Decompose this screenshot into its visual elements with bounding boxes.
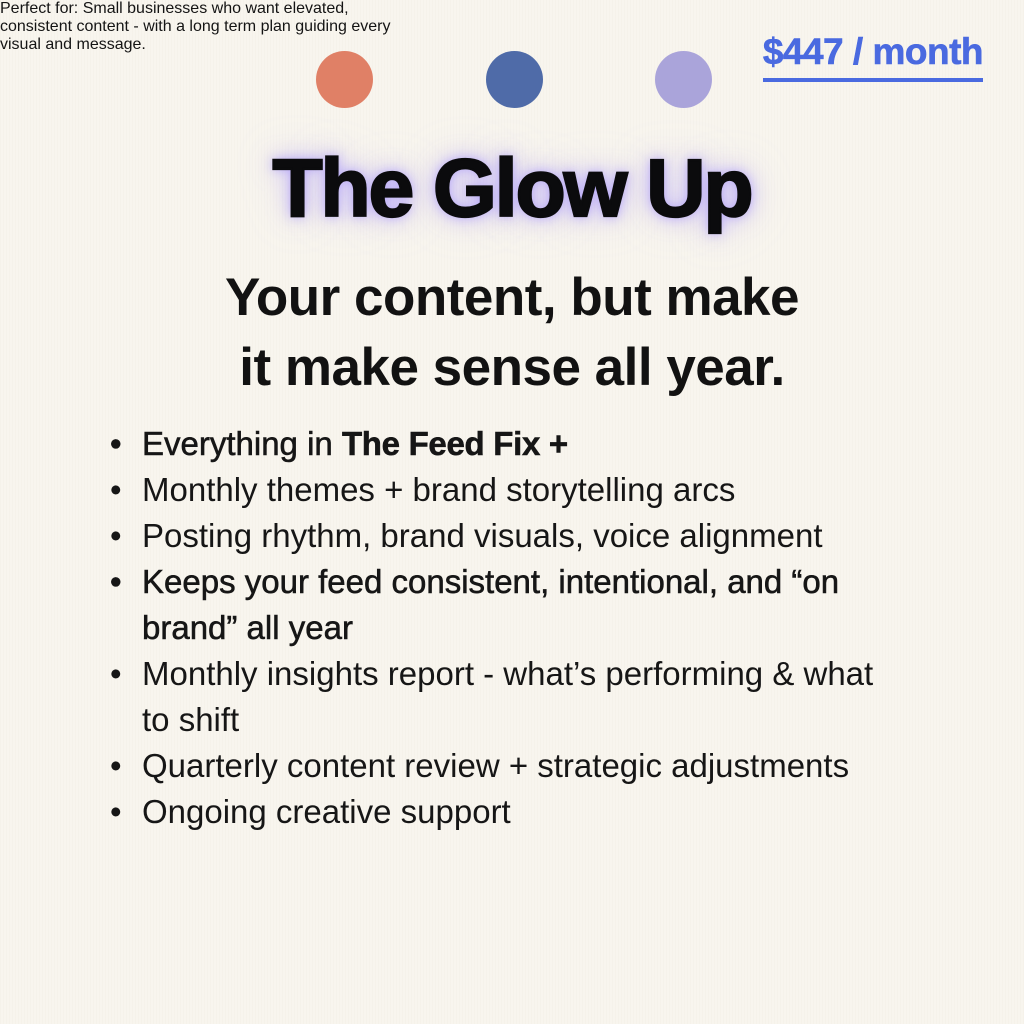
lavender-dot-icon: [655, 51, 712, 108]
list-item-insights: [110, 651, 954, 743]
list-item-themes: [110, 467, 954, 513]
feature-text: to shift: [142, 701, 240, 738]
footer-line-2: consistent content - with a long term plan guiding every: [0, 18, 391, 35]
list-item-everything: [110, 421, 954, 467]
feature-text: • Quarterly content review + strategic adjustments: [142, 747, 850, 784]
list-item-support: [110, 789, 954, 835]
feature-text: • Monthly themes + brand storytelling arcs: [142, 471, 736, 508]
footer-line-3: visual and message.: [0, 36, 146, 53]
subtitle-line-2: it make sense all year.: [239, 338, 785, 397]
coral-dot-icon: [316, 51, 373, 108]
feature-text: • Keeps your feed consistent, intentional, and “on: [142, 563, 840, 600]
footer-line-1: Perfect for: Small businesses who want elevated,: [0, 0, 349, 17]
feature-list: [110, 421, 954, 835]
feature-text: • Posting rhythm, brand visuals, voice alignment: [142, 517, 823, 554]
feature-text: brand” all year: [142, 609, 353, 646]
list-item-consistent: [110, 559, 954, 651]
price-link[interactable]: $447 / month: [763, 31, 983, 82]
list-item-quarterly: [110, 743, 954, 789]
feature-text: • Monthly insights report - what’s performing & what: [142, 655, 874, 692]
subtitle-line-1: Your content, but make: [224, 268, 800, 327]
list-item-rhythm: [110, 513, 954, 559]
feature-text: Everything in: [142, 425, 342, 462]
page-title: The Glow Up: [272, 143, 752, 234]
feature-text-bold: The Feed Fix +: [341, 425, 568, 462]
subtitle: [0, 263, 1024, 403]
feature-text: • Ongoing creative support: [142, 793, 511, 830]
slate-blue-dot-icon: [486, 51, 543, 108]
